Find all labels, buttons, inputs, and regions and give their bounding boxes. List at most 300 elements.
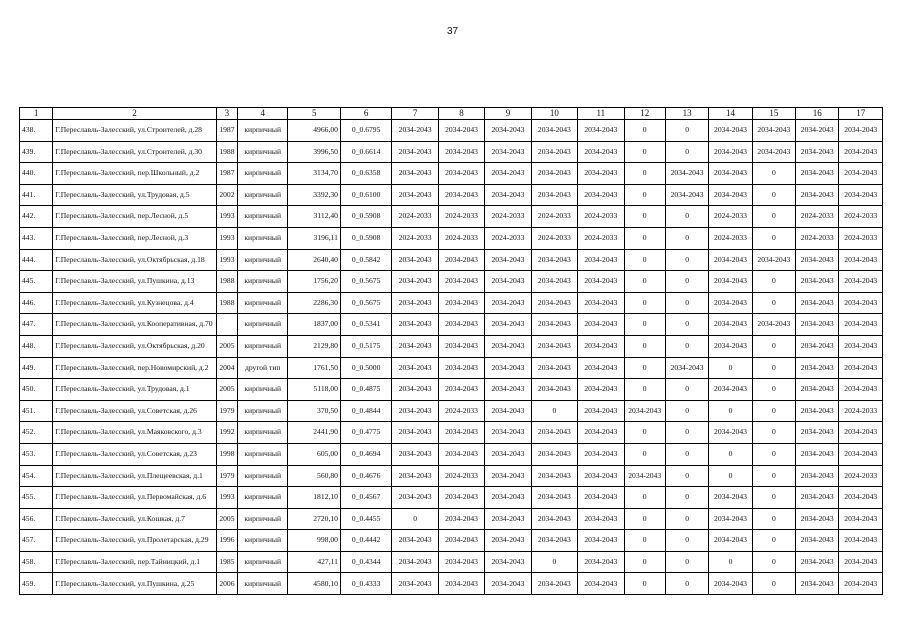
table-cell: 2034-2043 (578, 530, 624, 552)
table-cell: 0 (624, 271, 665, 293)
table-cell: 0 (752, 573, 795, 595)
table-cell: 2034-2043 (796, 120, 839, 142)
table-cell: 2024-2033 (438, 206, 484, 228)
table-row (20, 292, 883, 314)
table-row (20, 573, 883, 595)
table-cell: 2034-2043 (839, 379, 883, 401)
table-cell: 0 (624, 443, 665, 465)
table-cell: 0 (752, 292, 795, 314)
table-cell: 2034-2043 (438, 314, 484, 336)
table-cell: 2005 (216, 508, 237, 530)
table-cell: 0_0.4442 (340, 530, 391, 552)
table-cell: 2024-2033 (839, 465, 883, 487)
table-cell: 2034-2043 (485, 508, 531, 530)
table-cell: Г.Переславль-Залесский, ул.Пушкина, д.25 (53, 573, 217, 595)
table-cell: 2034-2043 (531, 379, 577, 401)
table-cell: 2034-2043 (485, 163, 531, 185)
table-cell: 2024-2033 (438, 465, 484, 487)
table-body (20, 120, 883, 595)
table-cell: 0_0.4844 (340, 400, 391, 422)
table-cell: 0 (665, 120, 708, 142)
table-cell: 2034-2043 (709, 530, 752, 552)
table-cell: 442. (20, 206, 53, 228)
table-cell: 0 (665, 292, 708, 314)
table-cell: 2034-2043 (796, 465, 839, 487)
table-cell: 2024-2033 (839, 400, 883, 422)
table-cell: 2034-2043 (531, 508, 577, 530)
table-cell: кирпичный (238, 292, 288, 314)
table-cell: 0_0.5675 (340, 271, 391, 293)
column-header: 17 (839, 108, 883, 120)
table-cell: 449. (20, 357, 53, 379)
table-cell: 2034-2043 (839, 249, 883, 271)
page-number: 37 (446, 26, 459, 37)
table-row (20, 163, 883, 185)
table-row (20, 551, 883, 573)
table-cell: 2034-2043 (392, 314, 438, 336)
table-cell: 0 (624, 422, 665, 444)
table-cell: кирпичный (238, 379, 288, 401)
table-cell: 2034-2043 (438, 292, 484, 314)
table-row (20, 422, 883, 444)
table-cell: кирпичный (238, 551, 288, 573)
table-cell: 2024-2033 (438, 227, 484, 249)
table-cell: 0_0.5000 (340, 357, 391, 379)
table-cell: 2034-2043 (796, 163, 839, 185)
table-cell: 447. (20, 314, 53, 336)
table-cell: 2034-2043 (796, 422, 839, 444)
table-cell: 0 (709, 551, 752, 573)
table-cell: Г.Переславль-Залесский, ул.Советская, д.23 (53, 443, 217, 465)
table-cell: 0_0.5675 (340, 292, 391, 314)
table-cell: 451. (20, 400, 53, 422)
table-cell: 2034-2043 (438, 271, 484, 293)
table-cell: 2034-2043 (709, 314, 752, 336)
column-header: 16 (796, 108, 839, 120)
table-cell: 2034-2043 (709, 487, 752, 509)
table-cell: 2034-2043 (839, 573, 883, 595)
table-cell: 2034-2043 (485, 379, 531, 401)
table-cell: 2024-2033 (578, 227, 624, 249)
table-cell: 439. (20, 141, 53, 163)
table-cell: 0 (752, 422, 795, 444)
table-cell: 2034-2043 (531, 292, 577, 314)
table-cell: кирпичный (238, 163, 288, 185)
table-cell: 2034-2043 (709, 292, 752, 314)
table-cell: 2720,10 (288, 508, 340, 530)
table-cell: кирпичный (238, 443, 288, 465)
table-cell: 2034-2043 (665, 184, 708, 206)
table-cell: 0 (752, 508, 795, 530)
table-cell: 1988 (216, 271, 237, 293)
table-cell: 1756,20 (288, 271, 340, 293)
table-cell: 2640,40 (288, 249, 340, 271)
table-cell: 0 (665, 573, 708, 595)
table-cell: 1837,00 (288, 314, 340, 336)
table-cell: 1992 (216, 422, 237, 444)
table-cell: 2034-2043 (752, 120, 795, 142)
table-cell: 0_0.4333 (340, 573, 391, 595)
table-cell: 2034-2043 (485, 249, 531, 271)
table-cell: 2034-2043 (392, 465, 438, 487)
table-cell: 2034-2043 (839, 443, 883, 465)
table-cell: 0 (624, 249, 665, 271)
table-cell: 2034-2043 (796, 379, 839, 401)
table-cell: 0_0.4676 (340, 465, 391, 487)
table-cell: 2034-2043 (796, 551, 839, 573)
table-cell: 454. (20, 465, 53, 487)
table-cell: Г.Переславль-Залесский, пер.Тайницкий, д.1 (53, 551, 217, 573)
table-cell: 3112,40 (288, 206, 340, 228)
table-cell: 1993 (216, 227, 237, 249)
table-cell: 2024-2033 (392, 206, 438, 228)
table-cell: Г.Переславль-Залесский, пер.Школьный, д.2 (53, 163, 217, 185)
table-cell: 0_0.5341 (340, 314, 391, 336)
table-cell: 2034-2043 (485, 422, 531, 444)
table-row (20, 184, 883, 206)
table-cell: 2034-2043 (531, 465, 577, 487)
table-cell: 2034-2043 (485, 184, 531, 206)
table-cell: 441. (20, 184, 53, 206)
table-cell: 2034-2043 (839, 422, 883, 444)
table-cell: 2034-2043 (796, 184, 839, 206)
table-cell: 2034-2043 (485, 443, 531, 465)
table-cell: 0_0.4775 (340, 422, 391, 444)
table-cell: 2034-2043 (485, 551, 531, 573)
table-cell: 0 (752, 335, 795, 357)
table-cell: 2034-2043 (839, 335, 883, 357)
table-cell: 0 (709, 357, 752, 379)
table-cell: 1996 (216, 530, 237, 552)
table-cell: 2034-2043 (796, 357, 839, 379)
column-header: 5 (288, 108, 340, 120)
table-cell: 2034-2043 (485, 141, 531, 163)
header-row (20, 108, 883, 120)
table-cell: 0 (624, 335, 665, 357)
table-cell: 2034-2043 (665, 357, 708, 379)
table-cell: 2034-2043 (796, 487, 839, 509)
table-row (20, 508, 883, 530)
table-cell: 2034-2043 (438, 184, 484, 206)
table-cell: Г.Переславль-Залесский, ул.Строителей, д.30 (53, 141, 217, 163)
table-cell: 0 (665, 271, 708, 293)
column-header: 9 (485, 108, 531, 120)
table-cell: другой тип (238, 357, 288, 379)
table-cell: 2034-2043 (392, 530, 438, 552)
table-cell: 2006 (216, 573, 237, 595)
table-cell: 0 (665, 379, 708, 401)
table-cell: Г.Переславль-Залесский, ул.Кузнецова, д.4 (53, 292, 217, 314)
table-cell: кирпичный (238, 141, 288, 163)
table-cell: 2034-2043 (392, 335, 438, 357)
table-cell: 0 (531, 400, 577, 422)
table-cell: 2034-2043 (578, 465, 624, 487)
table-cell: 2034-2043 (578, 184, 624, 206)
table-cell: 0 (665, 141, 708, 163)
table-cell: 2034-2043 (438, 530, 484, 552)
table-cell: 2024-2033 (578, 206, 624, 228)
table-cell: 0_0.4567 (340, 487, 391, 509)
table-cell: 2034-2043 (709, 508, 752, 530)
table-cell: 438. (20, 120, 53, 142)
table-cell (216, 314, 237, 336)
table-cell: 2034-2043 (839, 292, 883, 314)
table-cell: 0 (624, 573, 665, 595)
table-cell: 2034-2043 (392, 120, 438, 142)
table-cell: 2034-2043 (839, 141, 883, 163)
table-cell: 0 (624, 357, 665, 379)
table-cell: Г.Переславль-Залесский, ул.Октябрьская, д.20 (53, 335, 217, 357)
table-cell: 2034-2043 (438, 487, 484, 509)
table-cell: 0 (665, 443, 708, 465)
table-row (20, 335, 883, 357)
table-cell: 2034-2043 (485, 530, 531, 552)
table-cell: 2034-2043 (485, 357, 531, 379)
table-cell: 0 (624, 314, 665, 336)
table-cell: 2034-2043 (485, 120, 531, 142)
table-cell: 370,50 (288, 400, 340, 422)
table-cell: 445. (20, 271, 53, 293)
column-header: 7 (392, 108, 438, 120)
table-cell: Г.Переславль-Залесский, ул.Строителей, д.28 (53, 120, 217, 142)
table-cell: 2034-2043 (578, 551, 624, 573)
table-row (20, 120, 883, 142)
table-cell: 3392,30 (288, 184, 340, 206)
table-cell: 2034-2043 (578, 487, 624, 509)
table-cell: кирпичный (238, 314, 288, 336)
table-cell: 2024-2033 (531, 227, 577, 249)
table-cell: 2024-2033 (709, 227, 752, 249)
table-cell: 2034-2043 (578, 249, 624, 271)
table-cell: 0 (624, 120, 665, 142)
table-cell: 2034-2043 (531, 573, 577, 595)
table-cell: 2034-2043 (531, 120, 577, 142)
table-cell: Г.Переславль-Залесский, ул.Кошкая, д.7 (53, 508, 217, 530)
table-cell: 2034-2043 (578, 271, 624, 293)
table-row (20, 487, 883, 509)
table-cell: 2286,30 (288, 292, 340, 314)
table-cell: 4580,10 (288, 573, 340, 595)
column-header: 15 (752, 108, 795, 120)
table-cell: 0 (392, 508, 438, 530)
table-cell: 455. (20, 487, 53, 509)
column-header: 8 (438, 108, 484, 120)
table-cell: кирпичный (238, 422, 288, 444)
table-cell: 2034-2043 (531, 184, 577, 206)
table-cell: Г.Переславль-Залесский, пер.Новомирский, д.2 (53, 357, 217, 379)
table-cell: 0 (624, 487, 665, 509)
table-cell: 2034-2043 (485, 271, 531, 293)
table-cell: 2034-2043 (392, 443, 438, 465)
column-header: 2 (53, 108, 217, 120)
table-cell: 1998 (216, 443, 237, 465)
table-cell: 2034-2043 (578, 141, 624, 163)
table-cell: 2034-2043 (392, 141, 438, 163)
table-cell: 458. (20, 551, 53, 573)
table-cell: 1988 (216, 141, 237, 163)
table-cell: 0 (665, 206, 708, 228)
table-header (20, 108, 883, 120)
column-header: 3 (216, 108, 237, 120)
table-cell: 2034-2043 (796, 530, 839, 552)
table-cell: Г.Переславль-Залесский, ул.Пушкина, д.13 (53, 271, 217, 293)
table-cell: 2034-2043 (709, 163, 752, 185)
table-cell: 443. (20, 227, 53, 249)
table-cell: 2034-2043 (578, 120, 624, 142)
table-cell: 0 (752, 400, 795, 422)
table-cell: 0 (665, 400, 708, 422)
table-cell: 2024-2033 (796, 206, 839, 228)
table-cell: 0 (752, 357, 795, 379)
table-cell: 2034-2043 (578, 163, 624, 185)
table-cell: 2441,90 (288, 422, 340, 444)
table-cell: 0 (752, 227, 795, 249)
table-cell: 2034-2043 (752, 314, 795, 336)
table-cell: Г.Переславль-Залесский, ул.Трудовая, д.1 (53, 379, 217, 401)
table-cell: 2024-2033 (438, 400, 484, 422)
table-cell: 2024-2033 (709, 206, 752, 228)
table-cell: 2034-2043 (709, 379, 752, 401)
table-cell: 2034-2043 (839, 357, 883, 379)
housing-register-table (19, 107, 883, 595)
table-cell: 2002 (216, 184, 237, 206)
table-cell: 0_0.4455 (340, 508, 391, 530)
table-cell: 2034-2043 (709, 120, 752, 142)
table-row (20, 465, 883, 487)
table-cell: 2034-2043 (709, 184, 752, 206)
table-cell: 0_0.5908 (340, 227, 391, 249)
column-header: 11 (578, 108, 624, 120)
table-cell: 1993 (216, 206, 237, 228)
table-cell: 2034-2043 (578, 357, 624, 379)
table-cell: 2034-2043 (839, 120, 883, 142)
table-cell: 2034-2043 (392, 292, 438, 314)
table-cell: 2034-2043 (392, 422, 438, 444)
table-cell: 2034-2043 (796, 443, 839, 465)
table-cell: 2034-2043 (392, 379, 438, 401)
table-cell: 2034-2043 (839, 530, 883, 552)
table-cell: 0 (624, 141, 665, 163)
table-cell: 2034-2043 (709, 335, 752, 357)
table-row (20, 400, 883, 422)
table-cell: 0 (752, 443, 795, 465)
table-cell: 0_0.4875 (340, 379, 391, 401)
table-cell: 2034-2043 (392, 573, 438, 595)
column-header: 1 (20, 108, 53, 120)
table-cell: 0_0.6100 (340, 184, 391, 206)
table-cell: 0 (665, 508, 708, 530)
table-cell: 2034-2043 (624, 465, 665, 487)
table-cell: 2034-2043 (438, 422, 484, 444)
table-cell: 453. (20, 443, 53, 465)
table-row (20, 271, 883, 293)
table-cell: Г.Переславль-Залесский, ул.Трудовая, д.5 (53, 184, 217, 206)
table-cell: 2034-2043 (531, 443, 577, 465)
table-cell: 2034-2043 (752, 249, 795, 271)
table-cell: 2034-2043 (624, 400, 665, 422)
table-cell: 2034-2043 (839, 271, 883, 293)
table-cell: 2034-2043 (531, 422, 577, 444)
table-cell: 0 (624, 227, 665, 249)
table-cell: 0 (624, 508, 665, 530)
table-cell: 0 (752, 551, 795, 573)
table-cell: 3196,11 (288, 227, 340, 249)
table-cell: 2004 (216, 357, 237, 379)
table-cell: 2034-2043 (752, 141, 795, 163)
table-cell: 0 (709, 443, 752, 465)
table-cell: 2034-2043 (438, 163, 484, 185)
column-header: 6 (340, 108, 391, 120)
table-cell: 2024-2033 (392, 227, 438, 249)
column-header: 14 (709, 108, 752, 120)
table-cell: 2024-2033 (485, 206, 531, 228)
table-cell: 2034-2043 (839, 487, 883, 509)
table-cell: 2034-2043 (839, 184, 883, 206)
table-cell: 0 (624, 551, 665, 573)
table-cell: 2024-2033 (839, 206, 883, 228)
table-cell: 2034-2043 (578, 508, 624, 530)
table-cell: 2034-2043 (531, 141, 577, 163)
table-cell: 2024-2033 (485, 227, 531, 249)
table-row (20, 357, 883, 379)
table-cell: 998,00 (288, 530, 340, 552)
table-cell: 0 (665, 422, 708, 444)
table-cell: 2034-2043 (485, 487, 531, 509)
table-cell: 2034-2043 (839, 163, 883, 185)
table-cell: 2024-2033 (839, 227, 883, 249)
table-cell: 448. (20, 335, 53, 357)
table-cell: 457. (20, 530, 53, 552)
table-cell: 0_0.5908 (340, 206, 391, 228)
table-row (20, 379, 883, 401)
table-cell: 1987 (216, 120, 237, 142)
table-row (20, 530, 883, 552)
table-cell: кирпичный (238, 400, 288, 422)
table-cell: 0 (665, 249, 708, 271)
table-cell: 2034-2043 (531, 357, 577, 379)
table-cell: 2034-2043 (531, 314, 577, 336)
table-cell: 1987 (216, 163, 237, 185)
table-cell: Г.Переславль-Залесский, ул.Плещеевская, д.1 (53, 465, 217, 487)
table-cell: 2034-2043 (438, 249, 484, 271)
table-cell: 0 (624, 184, 665, 206)
table-cell: Г.Переславль-Залесский, пер.Лесной, д.5 (53, 206, 217, 228)
table-cell: 0 (624, 206, 665, 228)
table-cell: 459. (20, 573, 53, 595)
table-cell: 2034-2043 (578, 292, 624, 314)
table-cell: 2034-2043 (839, 551, 883, 573)
table-cell: 0 (665, 530, 708, 552)
table-cell: 0 (624, 163, 665, 185)
table-cell: 2024-2033 (796, 227, 839, 249)
table-cell: 2034-2043 (438, 379, 484, 401)
table-cell: 2034-2043 (796, 400, 839, 422)
table-cell: 2034-2043 (709, 271, 752, 293)
table-cell: 2034-2043 (438, 508, 484, 530)
table-cell: 0_0.6614 (340, 141, 391, 163)
table-cell: 2005 (216, 379, 237, 401)
table-cell: 2034-2043 (578, 335, 624, 357)
table-cell: кирпичный (238, 530, 288, 552)
table-cell: 2034-2043 (531, 163, 577, 185)
table-cell: 2034-2043 (709, 573, 752, 595)
table-cell: кирпичный (238, 206, 288, 228)
table-cell: 2034-2043 (438, 141, 484, 163)
table-cell: 2034-2043 (796, 573, 839, 595)
table-cell: Г.Переславль-Залесский, пер.Лесной, д.3 (53, 227, 217, 249)
table-cell: 2034-2043 (438, 335, 484, 357)
table-cell: 5118,00 (288, 379, 340, 401)
